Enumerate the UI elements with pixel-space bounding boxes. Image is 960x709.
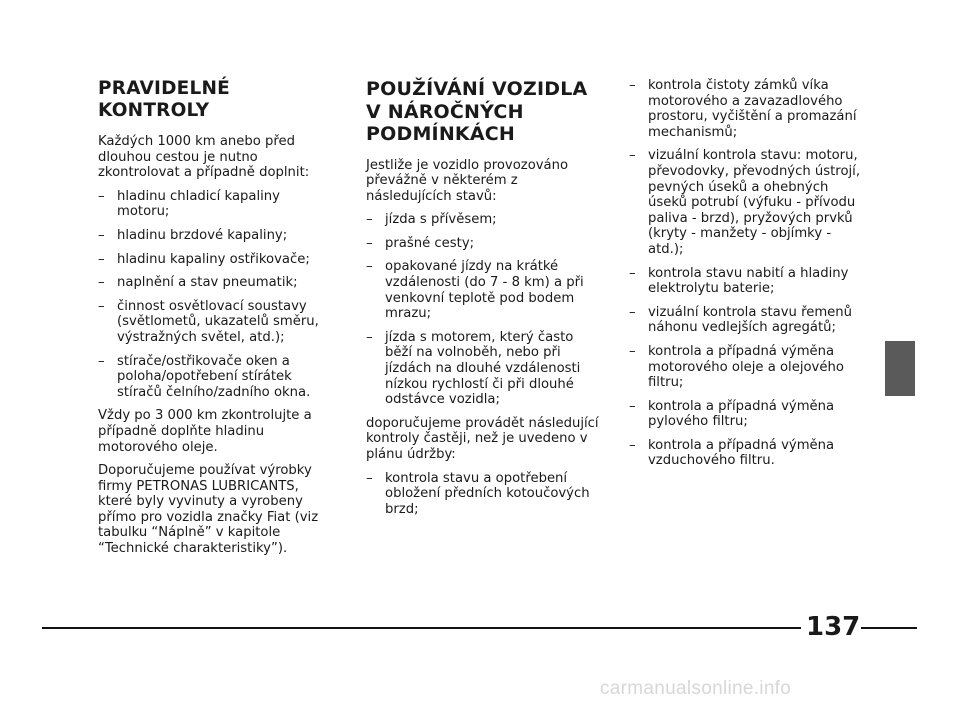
frequency-paragraph: doporučujeme provádět následující kontroly častěji, než je uvedeno v plánu údržby: — [366, 415, 599, 462]
footer-rule-right — [861, 627, 917, 629]
list-item: – kontrola stavu nabití a hladiny elektrolytu baterie; — [629, 266, 865, 297]
left-column — [98, 78, 334, 565]
extra-checks-list — [366, 471, 602, 518]
list-item: – hladinu brzdové kapaliny; — [98, 228, 334, 244]
watermark: carmanualsonline.info — [600, 678, 792, 699]
list-item: – kontrola a případná výměna pylového filtru; — [629, 399, 865, 430]
conditions-list — [366, 212, 602, 408]
list-item: – kontrola a případná výměna vzduchového filtru. — [629, 438, 865, 469]
list-item: – vizuální kontrola stavu řemenů náhonu vedlejších agregátů; — [629, 305, 865, 336]
right-column — [629, 78, 865, 477]
list-item: – hladinu chladicí kapaliny motoru; — [98, 189, 334, 220]
check-list — [98, 189, 334, 401]
chapter-tab-marker — [885, 341, 915, 396]
list-item: – vizuální kontrola stavu: motoru, převodovky, převodných ústrojí, pevných úseků a ohebných úseků potrubí (výfuku - přívodu paliva - brzd), pryžových prvků (kryty - manžety - objímky - atd.); — [629, 148, 865, 257]
intro-paragraph: Jestliže je vozidlo provozováno převážně v některém z následujících stavů: — [366, 157, 569, 204]
section-heading-severe-conditions: POUŽÍVÁNÍ VOZIDLA V NÁROČNÝCH PODMÍNKÁCH — [366, 78, 588, 145]
list-item: – činnost osvětlovací soustavy (světlometů, ukazatelů směru, výstražných světel, atd.); — [98, 299, 334, 346]
list-item: – hladinu kapaliny ostřikovače; — [98, 252, 334, 268]
intro-paragraph: Každých 1000 km anebo před dlouhou cestou je nutno zkontrolovat a případně doplnit: — [98, 134, 310, 181]
list-item: – jízda s motorem, který často běží na volnoběh, nebo při jízdách na dlouhé vzdálenosti nízkou rychlostí či při dlouhé odstávce vozidla; — [366, 330, 602, 408]
list-item: – stírače/ostřikovače oken a poloha/opotřebení stírátek stíračů čelního/zadního okna. — [98, 354, 334, 401]
list-item: – kontrola čistoty zámků víka motorového a zavazadlového prostoru, vyčištění a promazání mechanismů; — [629, 78, 865, 140]
recommendation-paragraph: Doporučujeme používat výrobky firmy PETRONAS LUBRICANTS, které byly vyvinuty a vyrobeny přímo pro vozidla značky Fiat (viz tabulku “Náplně” v kapitole “Technické charakteristiky”). — [98, 463, 319, 557]
list-item: – opakované jízdy na krátké vzdálenosti (do 7 - 8 km) a při venkovní teplotě pod bodem mrazu; — [366, 259, 602, 321]
list-item: – jízda s přívěsem; — [366, 212, 602, 228]
section-heading-regular-checks: PRAVIDELNÉ KONTROLY — [98, 78, 230, 121]
middle-column — [366, 78, 602, 525]
list-item: – kontrola a případná výměna motorového oleje a olejového filtru; — [629, 344, 865, 391]
oil-paragraph: Vždy po 3 000 km zkontrolujte a případně doplňte hladinu motorového oleje. — [98, 408, 312, 455]
extra-checks-list-continued — [629, 78, 865, 469]
page-number: 137 — [806, 612, 861, 642]
list-item: – naplnění a stav pneumatik; — [98, 275, 334, 291]
list-item: – kontrola stavu a opotřebení obložení předních kotoučových brzd; — [366, 471, 602, 518]
footer-rule-left — [42, 627, 801, 629]
list-item: – prašné cesty; — [366, 236, 602, 252]
